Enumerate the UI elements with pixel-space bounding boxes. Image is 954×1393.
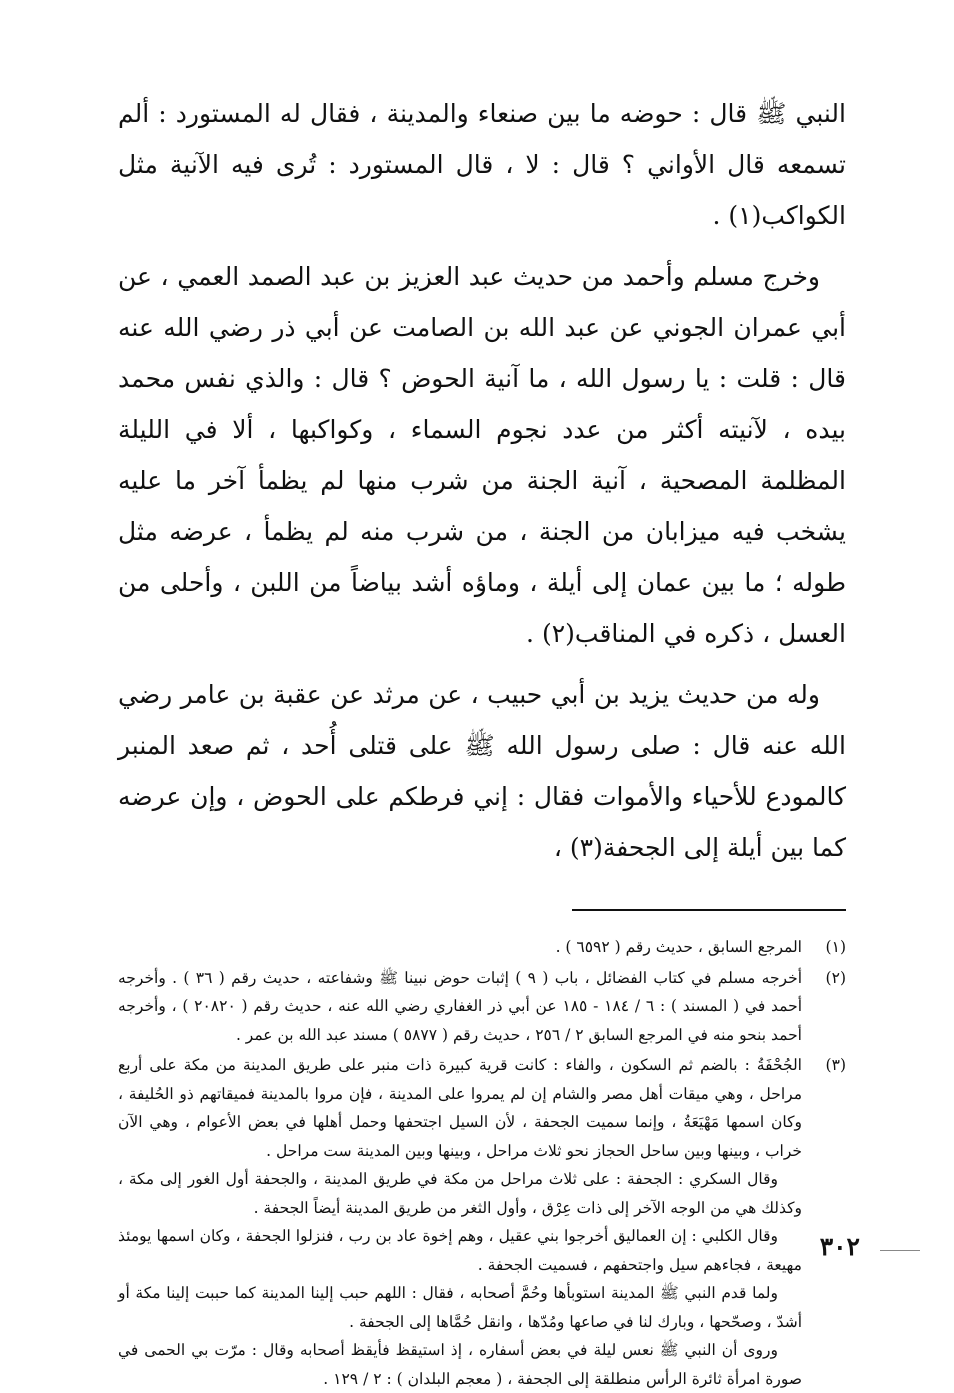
page-content	[118, 88, 846, 1393]
footnote-separator	[572, 909, 846, 911]
footnote-paragraph: المرجع السابق ، حديث رقم ( ٦٥٩٢ ) .	[555, 938, 802, 956]
page-number: ٣٠٢	[819, 1232, 860, 1261]
body-paragraph-1: النبي ﷺ قال : حوضه ما بين صنعاء والمدينة ، فقال له المستورد : ألم تسمعه قال الأواني ؟ قال : لا ، قال المستورد : تُرى فيه الآنية مثل الكواكب(١) .	[118, 99, 846, 230]
footnote-paragraph: وقال السكري : الجحفة : على ثلاث مراحل من مكة في طريق المدينة ، والجحفة أول الغور إلى مكة ، وكذلك هي من الوجه الآخر إلى ذات عِرْق ، وأول الثغر من طريق المدينة أيضاً الجحفة .	[118, 1170, 802, 1217]
footnote-paragraph: أخرجه مسلم في كتاب الفضائل ، باب ( ٩ ) إثبات حوض نبينا ﷺ وشفاعته ، حديث رقم ( ٣٦ ) . وأخرجه أحمد في ( المسند ) : ٦ / ١٨٤ - ١٨٥ عن أبي ذر الغفاري رضي الله عنه ، حديث رقم ( ٢٠٨٢٠ ) ، وأخرجه أحمد بنحو منه في المرجع السابق ٢ / ٢٥٦ ، حديث رقم ( ٥٨٧٧ ) مسند عبد الله بن عمر .	[118, 968, 803, 1044]
body-paragraph-2: وخرج مسلم وأحمد من حديث عبد العزيز بن عبد الصمد العمي ، عن أبي عمران الجوني عن عبد الله بن الصامت عن أبي ذر رضي الله عنه قال : قلت : يا رسول الله ، ما آنية الحوض ؟ قال : والذي نفس محمد بيده ، لآنيته أكثر من عدد نجوم السماء ، وكواكبها ، ألا في الليلة المظلمة المصحية ، آنية الجنة من شرب منها لم يظمأ آخر ما عليه يشخب فيه ميزابان من الجنة ، من شرب منه لم يظمأ ، عرضه مثل طوله ؛ ما بين عمان إلى أيلة ، وماؤه أشد بياضاً من اللبن ، وأحلى من العسل ، ذكره في المناقب(٢) .	[118, 262, 846, 648]
footnote-paragraph: وقال الكلبي : إن العماليق أخرجوا بني عقيل ، وهم إخوة عاد بن رب ، فنزلوا الجحفة ، وكان اسمها يومئذ مهيعة ، فجاءهم سيل واجتحفهم ، فسميت الجحفة .	[118, 1227, 802, 1274]
body-paragraph-3: وله من حديث يزيد بن أبي حبيب ، عن مرثد عن عقبة بن عامر رضي الله عنه قال : صلى رسول الله ﷺ على قتلى أُحد ، ثم صعد المنبر كالمودع للأحياء والأموات فقال : إني فرطكم على الحوض ، وإن عرضه كما بين أيلة إلى الجحفة(٣) ،	[118, 680, 846, 862]
footnote-text	[118, 1051, 802, 1393]
footnote-text	[118, 933, 802, 962]
footnote-number: (١)	[825, 938, 846, 956]
footnote-paragraph: وروى أن النبي ﷺ نعس ليلة في بعض أسفاره ، إذ استيقظ فأيقظ أصحابه وقال : مرّت بي الحمى في صورة امرأة ثائرة الرأس منطلقة إلى الجحفة ، ( معجم البلدان ) : ٢ / ١٢٩ .	[118, 1341, 802, 1388]
footnote-3	[118, 1051, 846, 1393]
footnote-text	[118, 964, 802, 1050]
footnote-number: (٢)	[825, 968, 846, 987]
footnote-paragraph: الجُحْفَةُ : بالضم ثم السكون ، والفاء : كانت قرية كبيرة ذات منبر على طريق المدينة من مكة على أربع مراحل ، وهي ميقات أهل مصر والشام إن لم يمروا على المدينة ، فإن مروا بالمدينة فميقاتهم ذو الحُليفة ، وكان اسمها مَهْيَعَةُ ، وإنما سميت الجحفة ، لأن السيل اجتحفها وحمل أهلها في بعض الأعوام ، وهي الآن خراب ، وبينها وبين ساحل الحجاز نحو ثلاث مراحل ، وبينها وبين المدينة ست مراحل .	[118, 1056, 803, 1160]
footnote-number: (٣)	[825, 1056, 846, 1074]
footnote-1	[118, 933, 846, 962]
footnote-2	[118, 964, 846, 1050]
margin-mark	[880, 1250, 920, 1251]
footnote-paragraph: ولما قدم النبي ﷺ المدينة استوبأها وحُمَّ أصحابه ، فقال : اللهم حبب إلينا المدينة كما حببت إلينا مكة أو أشدّ ، وصحّحها ، وبارك لنا في صاعها ومُدّها ، وانقل حُمَّاها إلى الجحفة .	[118, 1284, 802, 1331]
